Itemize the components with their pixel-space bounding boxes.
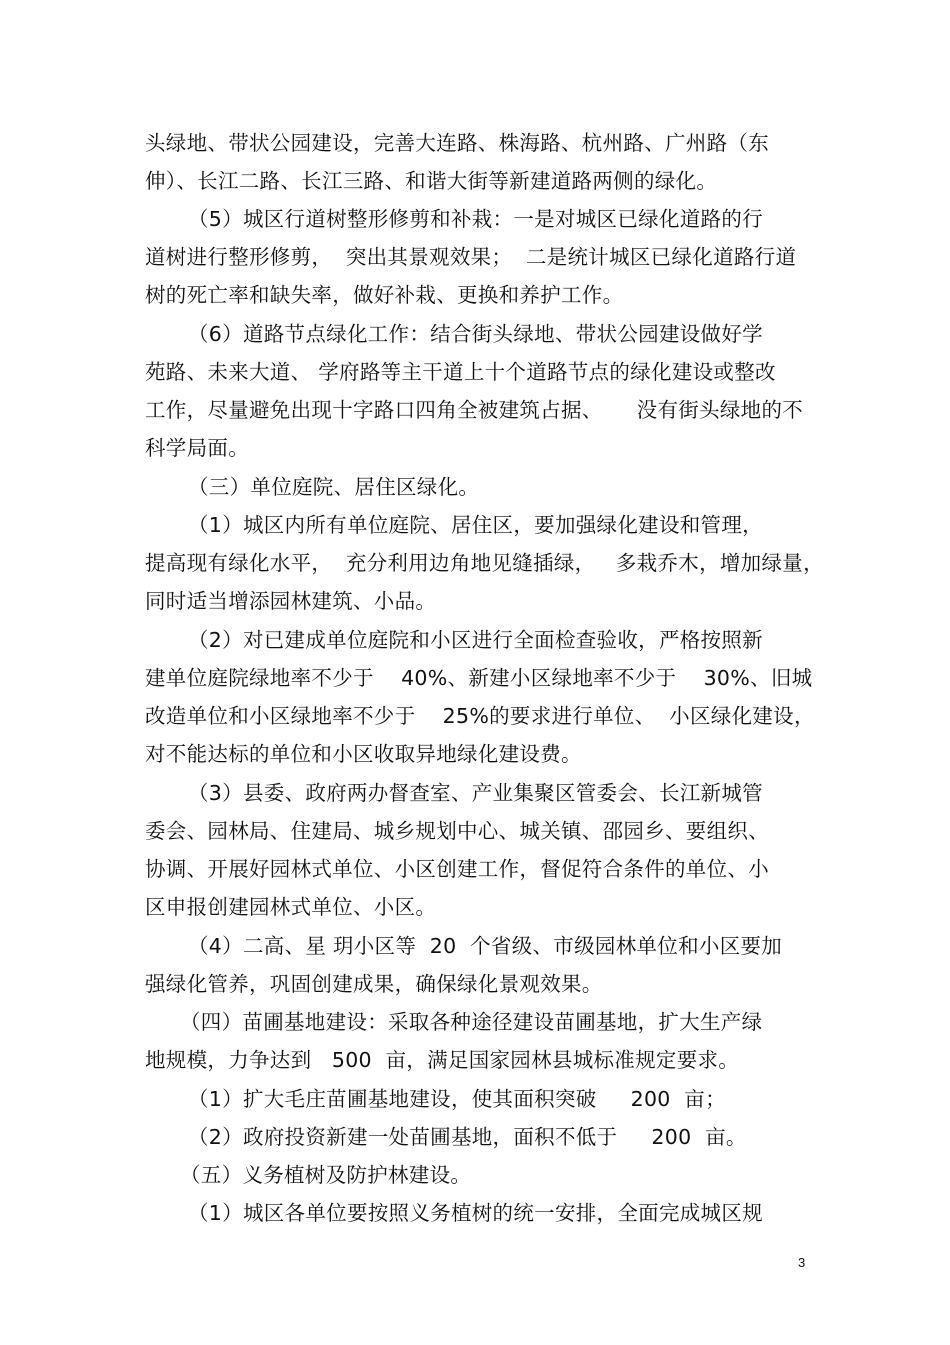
text-line-20: 协调、开展好园林式单位、小区创建工作，督促符合条件的单位、小 xyxy=(145,857,769,881)
text-line-4: 道树进行整形修剪， 突出其景观效果； 二是统计城区已绿化道路行道 xyxy=(145,245,797,269)
text-line-5: 树的死亡率和缺失率，做好补栽、更换和养护工作。 xyxy=(145,283,624,307)
text-line-23: 强绿化管养，巩固创建成果，确保绿化景观效果。 xyxy=(145,972,603,996)
text-line-26: （1）扩大毛庄苗圃基地建设，使其面积突破 200 亩； xyxy=(188,1087,726,1111)
text-line-9: 科学局面。 xyxy=(145,436,249,460)
text-line-21: 区申报创建园林式单位、小区。 xyxy=(145,895,437,919)
text-line-16: 改造单位和小区绿地率不少于 25%的要求进行单位、 小区绿化建设， xyxy=(145,704,815,728)
text-line-18: （3）县委、政府两办督查室、产业集聚区管委会、长江新城管 xyxy=(188,781,763,805)
text-line-3: （5）城区行道树整形修剪和补栽：一是对城区已绿化道路的行 xyxy=(188,207,763,231)
text-line-2: 伸）、长江二路、长江三路、和谐大街等新建道路两侧的绿化。 xyxy=(145,169,718,193)
text-line-29: （1）城区各单位要按照义务植树的统一安排，全面完成城区规 xyxy=(188,1201,763,1225)
text-line-14: （2）对已建成单位庭院和小区进行全面检查验收，严格按照新 xyxy=(188,628,763,652)
text-line-22: （4）二高、星 玥小区等 20 个省级、市级园林单位和小区要加 xyxy=(188,934,783,958)
text-line-15: 建单位庭院绿地率不少于 40%、新建小区绿地率不少于 30%、旧城 xyxy=(145,666,813,690)
text-line-24: （四）苗圃基地建设：采取各种途径建设苗圃基地，扩大生产绿 xyxy=(180,1010,763,1034)
text-line-10: （三）单位庭院、居住区绿化。 xyxy=(188,475,480,499)
page-number: 3 xyxy=(798,1255,806,1270)
text-line-6: （6）道路节点绿化工作：结合街头绿地、带状公园建设做好学 xyxy=(188,322,763,346)
text-line-1: 头绿地、带状公园建设，完善大连路、株海路、杭州路、广州路（东 xyxy=(145,131,769,155)
text-line-28: （五）义务植树及防护林建设。 xyxy=(180,1163,472,1187)
text-line-7: 苑路、未来大道、 学府路等主干道上十个道路节点的绿化建设或整改 xyxy=(145,360,776,384)
text-line-11: （1）城区内所有单位庭院、居住区，要加强绿化建设和管理， xyxy=(188,513,763,537)
text-line-19: 委会、园林局、住建局、城乡规划中心、城关镇、邵园乡、要组织、 xyxy=(145,819,769,843)
text-line-12: 提高现有绿化水平， 充分利用边角地见缝插绿， 多栽乔木，增加绿量， xyxy=(145,551,824,575)
text-line-8: 工作，尽量避免出现十字路口四角全被建筑占据、 没有街头绿地的不 xyxy=(145,398,804,422)
text-line-27: （2）政府投资新建一处苗圃基地，面积不低于 200 亩。 xyxy=(188,1125,747,1149)
text-line-25: 地规模，力争达到 500 亩，满足国家园林县城标准规定要求。 xyxy=(145,1048,740,1072)
text-line-13: 同时适当增添园林建筑、小品。 xyxy=(145,589,437,613)
text-line-17: 对不能达标的单位和小区收取异地绿化建设费。 xyxy=(145,742,582,766)
